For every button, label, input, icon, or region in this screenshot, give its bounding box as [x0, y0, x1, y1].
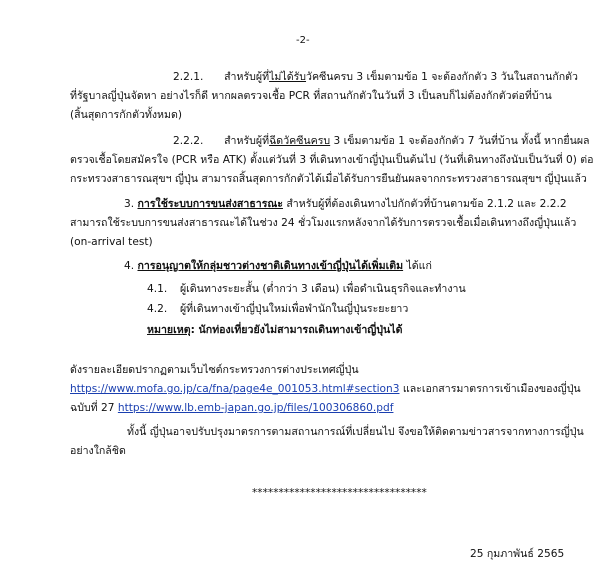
details-line2: https://www.mofa.go.jp/ca/fna/page4e_001053.html#section3 และเอกสารมาตรการเข้าเมืองของญี่ปุ่น: [70, 383, 581, 395]
details-line3: ฉบับที่ 27 https://www.lb.emb-japan.go.jp/files/100306860.pdf: [70, 402, 394, 414]
section-4-2: 4.2. ผู้ที่เดินทางเข้าญี่ปุ่นใหม่เพื่อพำนักในญี่ปุ่นระยะยาว: [147, 303, 409, 315]
section-2-2-2-line2: ตรวจเชื้อโดยสมัครใจ (PCR หรือ ATK) ตั้งแต่วันที่ 3 ที่เดินทางเข้าญี่ปุ่นเป็นต้นไป (วันที่เดินทางถึงนับเป็นวันที่ 0) ต่อ: [70, 154, 594, 166]
closing-line2: อย่างใกล้ชิด: [70, 445, 126, 457]
mofa-link[interactable]: https://www.mofa.go.jp/ca/fna/page4e_001053.html#section3: [70, 383, 400, 395]
section-2-2-1-line2: ที่รัฐบาลญี่ปุ่นจัดหา อย่างไรก็ดี หากผลตรวจเชื้อ PCR ที่สถานกักตัวในวันที่ 3 เป็นลบก็ไม่ต้องกักตัวต่อที่บ้าน: [70, 90, 552, 102]
section-4-heading: การอนุญาตให้กลุ่มชาวต่างชาติเดินทางเข้าญี่ปุ่นได้เพิ่มเติม: [137, 260, 404, 272]
section-2-2-2-number: 2.2.2.: [173, 135, 204, 147]
section-2-2-2-line1: 2.2.2. สำหรับผู้ที่ฉีดวัคซีนครบ 3 เข็มตามข้อ 1 จะต้องกักตัว 7 วันที่บ้าน ทั้งนี้ หากยื่นผล: [173, 135, 590, 147]
emphasis-fully-vaccinated: ฉีดวัคซีนครบ: [269, 135, 331, 147]
section-3-number: 3.: [124, 198, 135, 210]
page-number: -2-: [296, 35, 310, 46]
section-3-line1: 3. การใช้ระบบการขนส่งสาธารณะ สำหรับผู้ที่ต้องเดินทางไปกักตัวที่บ้านตามข้อ 2.1.2 และ 2.2.2: [124, 198, 567, 210]
section-4-line1: 4. การอนุญาตให้กลุ่มชาวต่างชาติเดินทางเข้าญี่ปุ่นได้เพิ่มเติม ได้แก่: [124, 260, 432, 272]
section-2-2-2-line3: กระทรวงสาธารณสุขฯ ญี่ปุ่น สามารถสิ้นสุดการกักตัวได้เมื่อได้รับการยืนยันผลจากกระทรวงสาธารณสุขฯ ญี่ปุ่นแล้ว: [70, 173, 587, 185]
note: [147, 323, 402, 337]
embassy-pdf-link[interactable]: https://www.lb.emb-japan.go.jp/files/100306860.pdf: [117, 402, 394, 414]
details-line1: ดังรายละเอียดปรากฏตามเว็บไซต์กระทรวงการต่างประเทศญี่ปุ่น: [70, 364, 359, 376]
note-text: : นักท่องเที่ยวยังไม่สามารถเดินทางเข้าญี่ปุ่นได้: [190, 324, 403, 336]
section-2-2-1-number: 2.2.1.: [173, 71, 204, 83]
section-2-2-1-line3: (สิ้นสุดการกักตัวทั้งหมด): [70, 109, 183, 121]
section-4-1: 4.1. ผู้เดินทางระยะสั้น (ต่ำกว่า 3 เดือน) เพื่อดำเนินธุรกิจและทำงาน: [147, 283, 466, 295]
section-2-2-1-line1: 2.2.1. สำหรับผู้ที่ไม่ได้รับวัคซีนครบ 3 เข็มตามข้อ 1 จะต้องกักตัว 3 วันในสถานกักตัว: [173, 71, 578, 83]
section-4-number: 4.: [124, 260, 135, 272]
section-3-heading: การใช้ระบบการขนส่งสาธารณะ: [137, 198, 283, 210]
note-label: หมายเหตุ: [147, 324, 191, 336]
section-3-line2: สามารถใช้ระบบการขนส่งสาธารณะได้ในช่วง 24 ชั่วโมงแรกหลังจากได้รับการตรวจเชื้อเมื่อเดินทางถึงญี่ปุ่นแล้ว: [70, 217, 577, 229]
closing-line1: ทั้งนี้ ญี่ปุ่นอาจปรับปรุงมาตรการตามสถานการณ์ที่เปลี่ยนไป จึงขอให้ติดตามข่าวสารจากทางการญี่ปุ่น: [127, 426, 584, 438]
emphasis-not-vaccinated: ไม่ได้รับ: [269, 71, 307, 83]
separator: *********************************: [252, 487, 427, 499]
document-date: 25 กุมภาพันธ์ 2565: [470, 548, 565, 560]
section-3-line3: (on-arrival test): [70, 236, 153, 248]
